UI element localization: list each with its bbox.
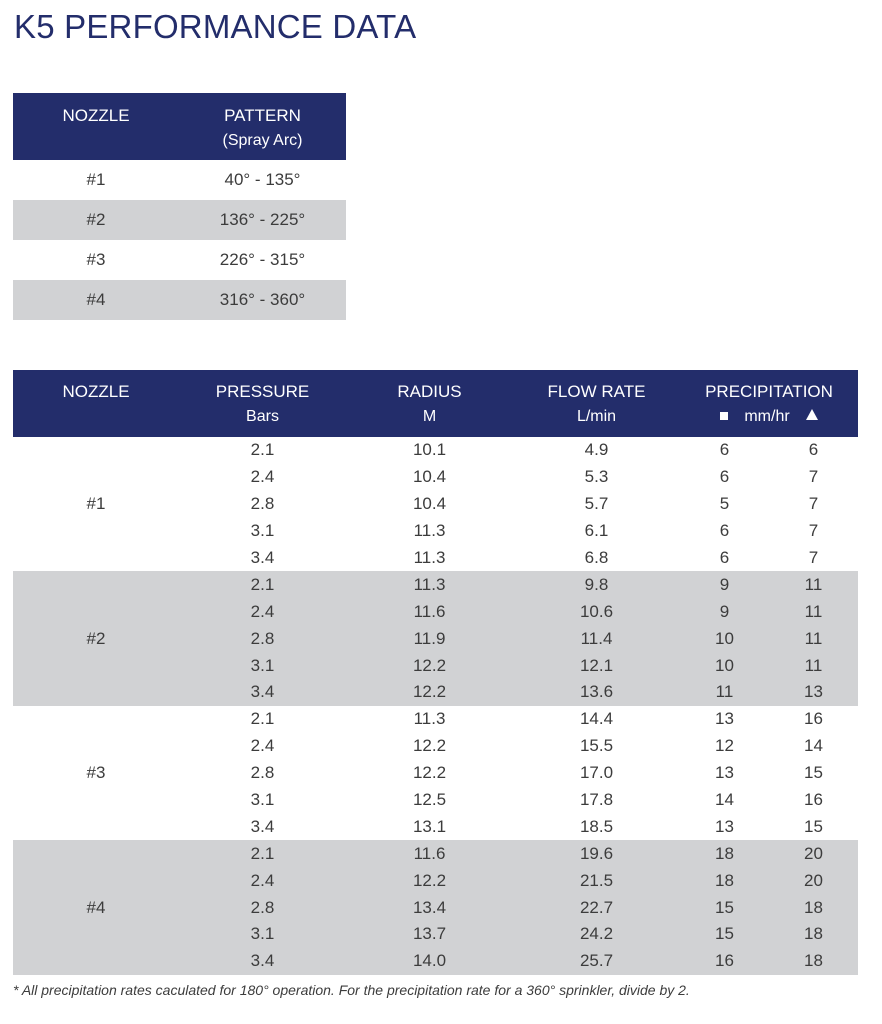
radius-cell: 12.2 xyxy=(346,679,513,706)
flow-cell: 17.8 xyxy=(579,790,614,810)
precip-square-cell: 6 xyxy=(719,521,730,541)
nozzle-cell: #2 xyxy=(13,571,179,705)
precip-triangle-cell: 11 xyxy=(769,625,858,652)
nozzle-cell: #4 xyxy=(13,280,179,320)
radius-cell: 10.4 xyxy=(412,494,447,514)
flow-cell: 22.7 xyxy=(513,894,680,921)
performance-table-header-row xyxy=(13,370,858,437)
flow-cell: 6.8 xyxy=(584,548,609,567)
flow-cell: 5.7 xyxy=(584,494,609,514)
table-row xyxy=(13,200,346,240)
pattern-cell: 136° - 225° xyxy=(179,200,346,240)
precip-square-cell: 9 xyxy=(680,598,769,625)
performance-table xyxy=(13,370,858,975)
pattern-header-pattern-label: PATTERN xyxy=(224,106,301,125)
precip-square-cell: 6 xyxy=(719,440,730,460)
pressure-cell: 3.4 xyxy=(179,948,346,975)
table-row xyxy=(13,571,858,598)
perf-header-precipitation xyxy=(680,370,858,437)
precip-triangle-cell: 7 xyxy=(808,548,819,567)
precip-square-cell: 9 xyxy=(680,571,769,598)
pattern-table xyxy=(13,93,346,320)
flow-cell: 10.6 xyxy=(513,598,680,625)
radius-cell: 13.4 xyxy=(346,894,513,921)
pattern-table-body xyxy=(13,160,346,320)
precip-triangle-cell: 7 xyxy=(808,494,819,514)
precip-triangle-cell: 11 xyxy=(769,598,858,625)
precip-square-cell: 11 xyxy=(680,679,769,706)
flow-cell: 12.1 xyxy=(513,652,680,679)
precip-triangle-cell: 11 xyxy=(769,652,858,679)
precip-triangle-cell: 18 xyxy=(769,894,858,921)
perf-header-radius xyxy=(346,370,513,437)
perf-header-flow xyxy=(513,370,680,437)
radius-cell: 11.3 xyxy=(346,571,513,598)
precip-triangle-cell: 11 xyxy=(769,571,858,598)
pressure-cell: 2.1 xyxy=(179,571,346,598)
page-title: K5 PERFORMANCE DATA xyxy=(14,8,417,45)
table-row xyxy=(13,160,346,200)
precip-square-cell: 16 xyxy=(680,948,769,975)
nozzle-cell: #1 xyxy=(86,494,106,514)
flow-cell: 15.5 xyxy=(579,736,614,756)
precip-triangle-cell: 6 xyxy=(808,440,819,460)
pressure-cell: 2.8 xyxy=(250,763,275,783)
nozzle-group xyxy=(13,571,858,705)
precip-triangle-cell: 18 xyxy=(769,948,858,975)
precip-triangle-cell: 20 xyxy=(769,840,858,867)
radius-cell: 12.2 xyxy=(412,763,447,783)
flow-cell: 19.6 xyxy=(513,840,680,867)
radius-cell: 11.9 xyxy=(346,625,513,652)
pattern-table-header-row xyxy=(13,93,346,160)
pressure-cell: 3.4 xyxy=(250,816,275,836)
precip-triangle-cell: 15 xyxy=(804,816,823,836)
flow-cell: 9.8 xyxy=(513,571,680,598)
radius-cell: 12.5 xyxy=(412,790,447,810)
radius-cell: 12.2 xyxy=(412,736,447,756)
pattern-header-nozzle-label: NOZZLE xyxy=(62,106,130,125)
pressure-cell: 2.1 xyxy=(250,709,275,729)
pressure-cell: 2.1 xyxy=(179,840,346,867)
precip-square-cell: 18 xyxy=(680,867,769,894)
pattern-cell: 226° - 315° xyxy=(219,250,306,269)
precip-square-cell: 5 xyxy=(719,494,730,514)
nozzle-cell: #1 xyxy=(86,170,106,189)
pressure-cell: 2.8 xyxy=(250,494,275,514)
precip-square-cell: 13 xyxy=(715,709,734,729)
pressure-cell: 3.4 xyxy=(179,679,346,706)
radius-cell: 14.0 xyxy=(346,948,513,975)
radius-cell: 11.6 xyxy=(346,840,513,867)
flow-cell: 18.5 xyxy=(579,816,614,836)
flow-cell: 17.0 xyxy=(579,763,614,783)
radius-cell: 12.2 xyxy=(346,867,513,894)
precip-square-cell: 6 xyxy=(719,467,730,487)
radius-cell: 11.3 xyxy=(413,548,446,567)
table-row xyxy=(13,240,346,280)
radius-cell: 11.6 xyxy=(346,598,513,625)
pressure-cell: 2.1 xyxy=(250,440,275,460)
pattern-header-pattern xyxy=(179,93,346,160)
nozzle-cell: #3 xyxy=(86,250,106,269)
pressure-cell: 2.4 xyxy=(179,867,346,894)
pressure-cell: 2.4 xyxy=(250,467,275,487)
pressure-cell: 2.8 xyxy=(179,894,346,921)
pressure-cell: 2.8 xyxy=(179,625,346,652)
flow-cell: 13.6 xyxy=(513,679,680,706)
flow-cell: 4.9 xyxy=(584,440,609,460)
nozzle-cell: #4 xyxy=(13,840,179,974)
nozzle-group xyxy=(13,706,858,840)
precip-square-cell: 10 xyxy=(680,652,769,679)
perf-header-flow-label: FLOW RATE xyxy=(547,382,646,401)
pressure-cell: 2.4 xyxy=(250,736,275,756)
perf-header-pressure xyxy=(179,370,346,437)
radius-cell: 10.4 xyxy=(412,467,447,487)
pressure-cell: 3.1 xyxy=(250,521,275,541)
flow-cell: 25.7 xyxy=(513,948,680,975)
perf-header-nozzle xyxy=(13,370,179,437)
precip-square-cell: 6 xyxy=(719,548,730,567)
pattern-header-nozzle xyxy=(13,93,179,160)
precip-triangle-cell: 20 xyxy=(769,867,858,894)
flow-cell: 24.2 xyxy=(513,921,680,948)
flow-cell: 21.5 xyxy=(513,867,680,894)
table-row xyxy=(13,706,858,733)
flow-cell: 6.1 xyxy=(584,521,609,541)
precip-square-cell: 12 xyxy=(715,736,734,756)
perf-header-radius-label: RADIUS xyxy=(397,382,462,401)
pressure-cell: 3.4 xyxy=(250,548,275,567)
perf-header-radius-unit: M xyxy=(422,408,437,425)
flow-cell: 5.3 xyxy=(584,467,609,487)
radius-cell: 11.3 xyxy=(413,709,446,729)
precip-square-cell: 10 xyxy=(680,625,769,652)
precip-triangle-cell: 13 xyxy=(769,679,858,706)
perf-header-pressure-unit: Bars xyxy=(246,408,279,425)
perf-header-nozzle-label: NOZZLE xyxy=(62,382,130,401)
precip-triangle-cell: 16 xyxy=(804,790,823,810)
nozzle-cell: #2 xyxy=(13,200,179,240)
precip-square-cell: 13 xyxy=(715,816,734,836)
pressure-cell: 3.1 xyxy=(179,921,346,948)
pressure-cell: 3.1 xyxy=(250,790,275,810)
perf-header-flow-unit: L/min xyxy=(576,408,617,425)
precip-square-cell: 15 xyxy=(680,921,769,948)
nozzle-group xyxy=(13,437,858,571)
table-row xyxy=(13,437,858,464)
precip-square-cell: 18 xyxy=(680,840,769,867)
precip-triangle-cell: 16 xyxy=(804,709,823,729)
pressure-cell: 3.1 xyxy=(179,652,346,679)
radius-cell: 13.7 xyxy=(346,921,513,948)
triangle-icon xyxy=(806,409,818,420)
pattern-cell: 316° - 360° xyxy=(179,280,346,320)
precip-square-cell: 15 xyxy=(680,894,769,921)
flow-cell: 14.4 xyxy=(579,709,614,729)
precip-triangle-cell: 18 xyxy=(769,921,858,948)
radius-cell: 11.3 xyxy=(413,521,446,541)
table-row xyxy=(13,280,346,320)
precip-square-cell: 14 xyxy=(715,790,734,810)
precip-triangle-cell: 14 xyxy=(804,736,823,756)
nozzle-cell: #3 xyxy=(86,763,106,783)
pattern-header-pattern-sub: (Spray Arc) xyxy=(222,132,303,149)
nozzle-group xyxy=(13,840,858,974)
footnote: * All precipitation rates caculated for 180° operation. For the precipitation rate for a 360° sprinkler, divide by 2. xyxy=(13,982,690,998)
perf-header-precip-unit-line xyxy=(680,406,858,428)
radius-cell: 10.1 xyxy=(412,440,447,460)
precip-triangle-cell: 7 xyxy=(808,521,819,541)
radius-cell: 13.1 xyxy=(412,816,447,836)
precip-triangle-cell: 7 xyxy=(808,467,819,487)
flow-cell: 11.4 xyxy=(513,625,680,652)
table-row xyxy=(13,840,858,867)
precip-triangle-cell: 15 xyxy=(804,763,823,783)
perf-header-precip-unit: mm/hr xyxy=(744,408,790,425)
pattern-cell: 40° - 135° xyxy=(224,170,301,189)
precip-square-cell: 13 xyxy=(715,763,734,783)
radius-cell: 12.2 xyxy=(346,652,513,679)
perf-header-pressure-label: PRESSURE xyxy=(215,382,310,401)
pressure-cell: 2.4 xyxy=(179,598,346,625)
square-icon xyxy=(720,412,728,420)
perf-header-precip-label: PRECIPITATION xyxy=(705,382,833,401)
